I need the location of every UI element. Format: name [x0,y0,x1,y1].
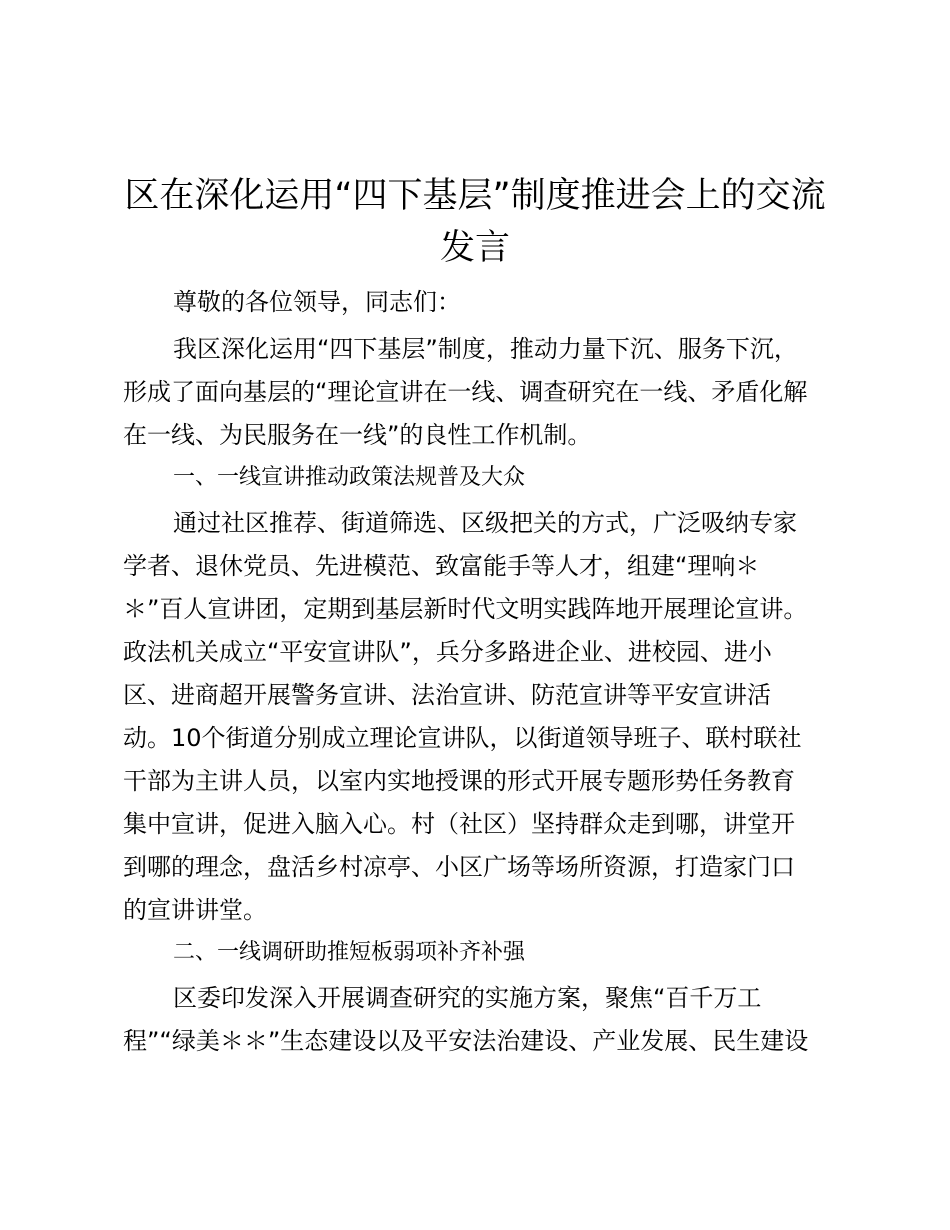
section-heading-2: 二、一线调研助推短板弱项补齐补强 [173,940,526,965]
paragraph-line: 干部为主讲人员，以室内实地授课的形式开展专题形势任务教育 [123,767,795,795]
paragraph-line: 区委印发深入开展调查研究的实施方案，聚焦“百千万工 [173,984,762,1012]
paragraph-line: 学者、退休党员、先进模范、致富能手等人才，组建“理响＊ [123,552,760,580]
paragraph-line: 在一线、为民服务在一线”的良性工作机制。 [123,421,592,449]
paragraph-line: 我区深化运用“四下基层”制度，推动力量下沉、服务下沉， [173,335,798,363]
paragraph-line: 通过社区推荐、街道筛选、区级把关的方式，广泛吸纳专家 [173,509,797,537]
paragraph-line: 程”“绿美＊＊”生态建设以及平安法治建设、产业发展、民生建设 [123,1027,809,1055]
paragraph-line: 区、进商超开展警务宣讲、法治宣讲、防范宣讲等平安宣讲活 [123,681,771,709]
document-title-line-2: 发言 [439,228,510,268]
paragraph-line: 到哪的理念，盘活乡村凉亭、小区广场等场所资源，打造家门口 [123,853,795,881]
document-title-line-1: 区在深化运用“四下基层”制度推进会上的交流 [124,176,826,216]
salutation: 尊敬的各位领导，同志们： [173,288,461,316]
section-heading-1: 一、一线宣讲推动政策法规普及大众 [173,465,526,490]
paragraph-line: 动。10个街道分别成立理论宣讲队，以街道领导班子、联村联社 [123,724,802,752]
paragraph-line: 的宣讲讲堂。 [123,896,267,924]
paragraph-line: 形成了面向基层的“理论宣讲在一线、调查研究在一线、矛盾化解 [123,378,808,406]
paragraph-line: ＊”百人宣讲团，定期到基层新时代文明实践阵地开展理论宣讲。 [123,595,808,623]
paragraph-line: 集中宣讲，促进入脑入心。村（社区）坚持群众走到哪，讲堂开 [123,810,795,838]
paragraph-line: 政法机关成立“平安宣讲队”，兵分多路进企业、进校园、进小 [123,638,772,666]
